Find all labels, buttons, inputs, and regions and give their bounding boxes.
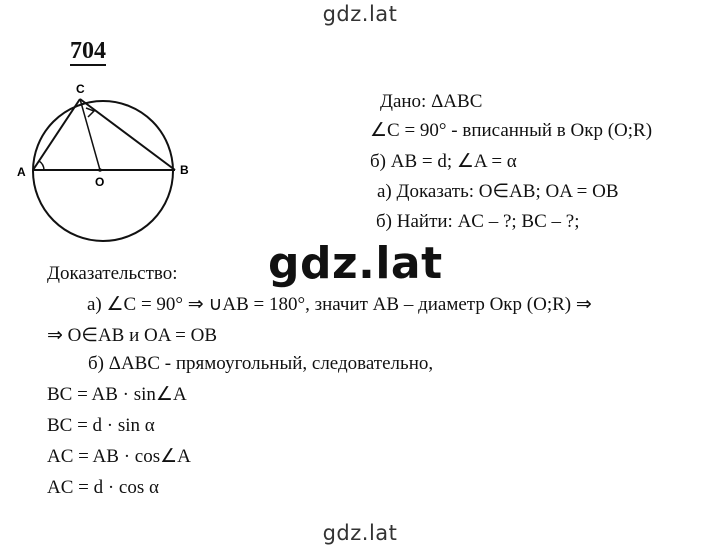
chord-cb [80, 99, 175, 170]
proof-line-4: BC = AB · sin∠A [47, 384, 187, 405]
given-line-4: б) Найти: AC – ?; BC – ?; [376, 211, 580, 232]
center-point [98, 168, 102, 172]
chord-ac [33, 99, 80, 170]
given-line-3: а) Доказать: O∈AB; OA = OB [377, 181, 619, 202]
label-c: C [76, 82, 85, 96]
proof-line-2: ⇒ O∈AB и OA = OB [47, 325, 218, 346]
geometry-figure [0, 80, 210, 270]
proof-line-3: б) ΔABC - прямоугольный, следовательно, [88, 353, 434, 374]
watermark-top: gdz.lat [322, 2, 398, 26]
proof-line-5: BC = d · sin α [47, 415, 155, 436]
watermark-bottom: gdz.lat [322, 521, 398, 545]
proof-heading: Доказательство: [47, 263, 178, 284]
label-a: A [17, 165, 26, 179]
proof-line-6: AC = AB · cos∠A [47, 446, 191, 467]
proof-line-1: а) ∠C = 90° ⇒ ∪AB = 180°, значит AB – диаметр Окр (O;R) ⇒ [87, 294, 592, 315]
problem-number: 704 [70, 38, 106, 64]
given-line-1: ∠C = 90° - вписанный в Окр (O;R) [370, 120, 653, 141]
angle-a-arc [39, 161, 44, 170]
proof-line-7: AC = d · cos α [47, 477, 159, 498]
given-title: Дано: ΔABC [380, 91, 483, 112]
label-o: O [95, 175, 105, 189]
watermark-middle: gdz.lat [268, 238, 443, 289]
given-line-2: б) AB = d; ∠A = α [370, 151, 517, 172]
label-b: B [180, 163, 189, 177]
